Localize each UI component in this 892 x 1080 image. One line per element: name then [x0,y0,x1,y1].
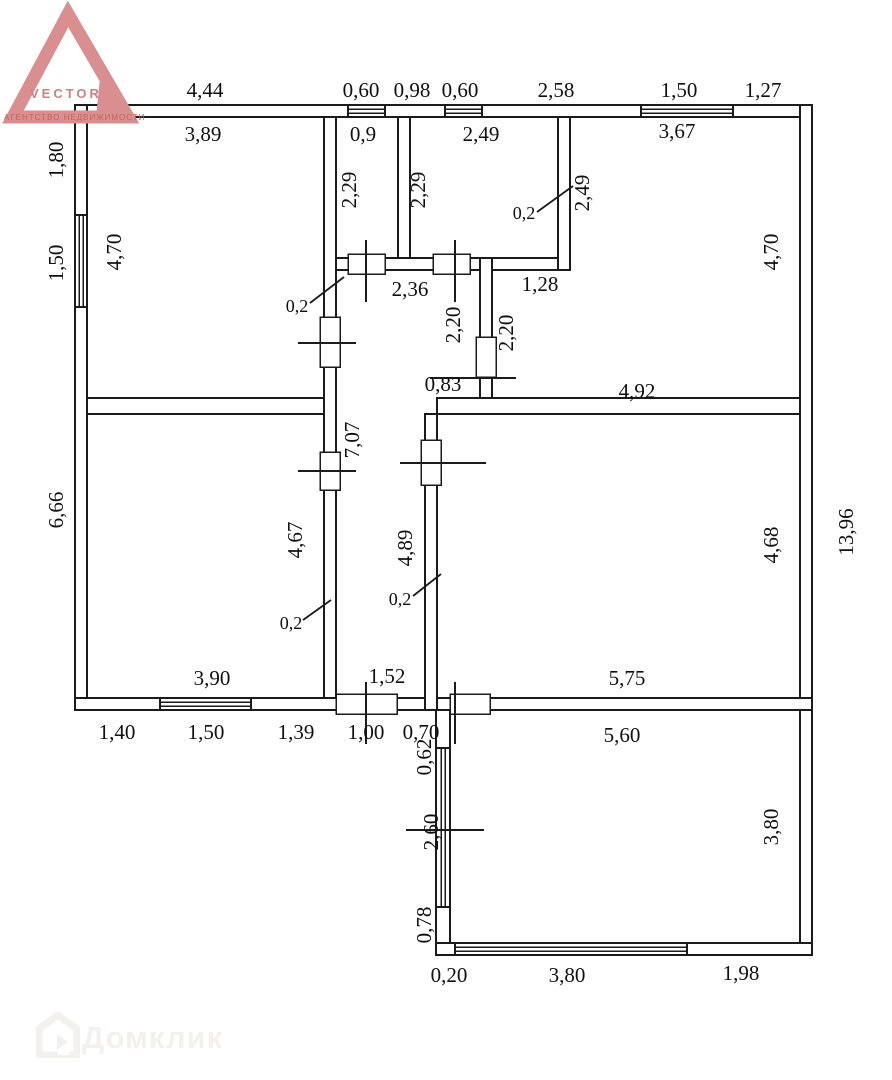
dimension-label: 1,50 [660,78,698,102]
dimension-label: 0,98 [393,78,431,102]
dimension-label: 4,67 [283,521,307,559]
dimension-label: 6,66 [44,491,68,529]
dimension-label: 13,96 [834,508,858,556]
window [75,215,87,307]
dimension-label: 0,62 [412,738,436,776]
dimension-label: 1,40 [98,720,136,744]
dimension-label: 3,67 [658,119,696,143]
dimension-label: 1,00 [347,720,385,744]
dimension-label: 1,27 [744,78,782,102]
hall-right-wall [480,258,492,414]
dimension-label: 1,50 [44,244,68,282]
dimension-label: 0,78 [412,906,436,944]
logo-tagline-text: АГЕНТСТВО НЕДВИЖИМОСТИ [4,113,146,122]
dimension-label: 2,20 [441,306,465,344]
dimension-label: 1,80 [44,141,68,179]
dimension-label: 0,60 [342,78,380,102]
dimension-label: 0,20 [430,963,468,987]
dimension-label: 4,70 [102,233,126,271]
dimension-label: 5,60 [603,723,641,747]
dimension-label: 0,2 [512,203,536,223]
window [455,943,687,955]
dimension-label: 4,89 [393,529,417,567]
dimension-label: 1,98 [722,961,760,985]
dimension-label: 2,60 [419,813,443,851]
left-rooms-divider-wall [87,398,324,414]
dimension-label: 0,2 [279,613,303,633]
dimension-label: 1,52 [368,664,406,688]
exterior-wall-left [75,105,87,710]
dimension-label: 4,44 [186,78,224,102]
dimension-label: 2,49 [570,174,594,212]
watermark-text: Домклик [82,1020,224,1055]
exterior-wall-right [800,105,812,955]
dimension-label: 2,58 [537,78,575,102]
dimension-label: 2,49 [462,122,500,146]
dimension-label: 3,90 [193,666,231,690]
dimension-label: 4,92 [618,379,656,403]
window [641,105,733,117]
dimension-label: 4,70 [759,233,783,271]
dimension-label: 0,2 [388,589,412,609]
dimension-label: 2,36 [391,277,429,301]
door-opening [433,240,470,302]
dimension-label: 0,2 [285,296,309,316]
dimension-label: 3,89 [184,122,222,146]
dimension-label: 3,80 [548,963,586,987]
dimension-label: 2,20 [494,314,518,352]
house-icon [36,1012,80,1058]
dimension-label: 7,07 [340,421,364,459]
door-opening [400,440,486,485]
corridor-wall-left [324,117,336,698]
window [160,698,251,710]
dimension-label: 2,29 [406,171,430,209]
dimension-label: 5,75 [608,666,646,690]
dimension-label: 4,68 [759,526,783,564]
dimension-label: 1,50 [187,720,225,744]
vector-logo [0,0,250,135]
door-opening [450,682,490,744]
dimension-label: 0,60 [441,78,479,102]
dimension-label: 0,9 [349,122,377,146]
dimension-label: 2,29 [337,171,361,209]
dimension-label: 1,39 [277,720,315,744]
dimension-label: 3,80 [759,808,783,846]
dimension-label: 1,28 [521,272,559,296]
dimension-label: 0,83 [424,372,462,396]
domklik-watermark [36,1012,296,1064]
window [445,105,482,117]
dimension-label: 0,70 [402,720,440,744]
window [348,105,385,117]
logo-brand-text: VECTOR [30,86,102,101]
door-opening [348,240,385,302]
door-opening [298,317,356,367]
